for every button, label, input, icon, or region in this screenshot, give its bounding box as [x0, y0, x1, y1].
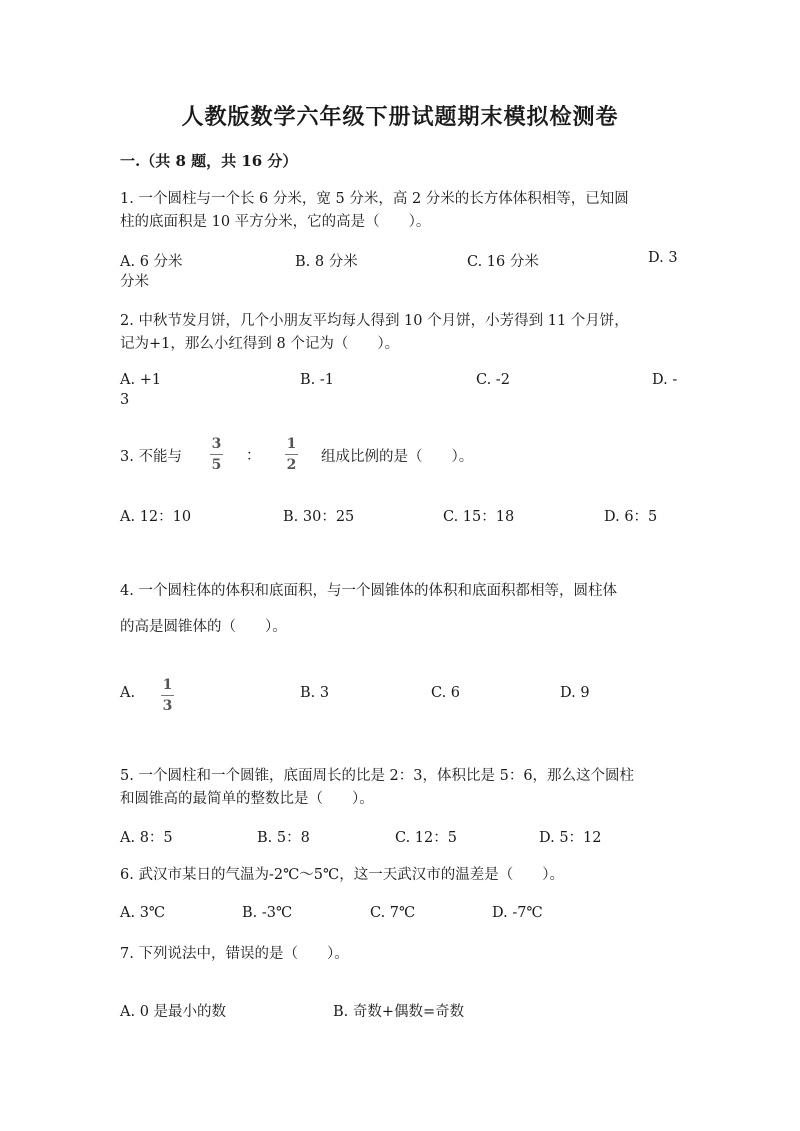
- question-3-option-b: B. 30：25: [283, 509, 355, 525]
- question-2-option-c: C. -2: [476, 372, 510, 388]
- question-4-line-2: 的高是圆锥体的（ ）。: [120, 619, 287, 635]
- page-title: 人教版数学六年级下册试题期末模拟检测卷: [181, 104, 619, 130]
- question-1-option-b: B. 8 分米: [295, 254, 358, 270]
- question-6-option-b: B. -3℃: [242, 905, 293, 921]
- question-5-option-c: C. 12：5: [395, 830, 457, 846]
- question-4-option-b: B. 3: [300, 685, 330, 701]
- question-1-option-a: A. 6 分米: [120, 254, 183, 270]
- question-5-line-1: 5. 一个圆柱和一个圆锥，底面周长的比是 2：3，体积比是 5：6，那么这个圆柱: [120, 768, 635, 784]
- question-2-option-b: B. -1: [300, 372, 334, 388]
- question-1-option-c: C. 16 分米: [467, 254, 539, 270]
- fraction-bar: [285, 454, 298, 455]
- question-5-option-b: B. 5：8: [257, 830, 310, 846]
- question-6-option-c: C. 7℃: [370, 905, 416, 921]
- question-7-option-a: A. 0 是最小的数: [120, 1004, 227, 1020]
- ratio-colon: ：: [246, 448, 261, 464]
- question-4-option-a: A.: [120, 685, 136, 701]
- question-5-line-2: 和圆锥高的最简单的整数比是（ ）。: [120, 791, 374, 807]
- fraction-numerator: 1: [162, 677, 173, 693]
- fraction-1-3: [161, 677, 174, 714]
- question-3-prefix: 3. 不能与: [120, 449, 182, 465]
- question-7-line-1: 7. 下列说法中，错误的是（ ）。: [120, 946, 349, 962]
- fraction-numerator: 1: [286, 436, 297, 452]
- question-1-option-d: D. 3: [648, 250, 678, 266]
- question-5-option-d: D. 5：12: [539, 830, 602, 846]
- question-1-option-d-wrap: 分米: [120, 274, 149, 290]
- question-2-option-d-wrap: 3: [120, 392, 130, 408]
- question-6-option-a: A. 3℃: [120, 905, 166, 921]
- question-1-line-2: 柱的底面积是 10 平方分米，它的高是（ ）。: [120, 214, 431, 230]
- question-5-option-a: A. 8：5: [120, 830, 173, 846]
- question-2-option-a: A. +1: [120, 372, 162, 388]
- question-4-line-1: 4. 一个圆柱体的体积和底面积，与一个圆锥体的体积和底面积都相等，圆柱体: [120, 583, 617, 599]
- fraction-bar: [210, 454, 223, 455]
- fraction-1-2: [285, 436, 298, 473]
- fraction-denominator: 5: [211, 457, 222, 473]
- question-6-option-d: D. -7℃: [492, 905, 543, 921]
- question-2-line-1: 2. 中秋节发月饼，几个小朋友平均每人得到 10 个月饼，小芳得到 11 个月饼，: [120, 313, 629, 329]
- question-7-option-b: B. 奇数+偶数=奇数: [333, 1004, 465, 1020]
- fraction-denominator: 3: [162, 698, 173, 714]
- fraction-denominator: 2: [286, 457, 297, 473]
- question-1-line-1: 1. 一个圆柱与一个长 6 分米，宽 5 分米，高 2 分米的长方体体积相等，已知圆: [120, 191, 629, 207]
- question-2-option-d: D. -: [652, 372, 678, 388]
- question-3-option-c: C. 15：18: [443, 509, 515, 525]
- question-3-option-a: A. 12：10: [120, 509, 192, 525]
- question-4-option-d: D. 9: [560, 685, 590, 701]
- question-3-suffix: 组成比例的是（ ）。: [321, 449, 474, 465]
- fraction-3-5: [210, 436, 223, 473]
- question-3-option-d: D. 6：5: [604, 509, 658, 525]
- question-2-line-2: 记为+1，那么小红得到 8 个记为（ ）。: [120, 336, 400, 352]
- fraction-bar: [161, 695, 174, 696]
- question-4-option-c: C. 6: [431, 685, 461, 701]
- fraction-numerator: 3: [211, 436, 222, 452]
- question-6-line-1: 6. 武汉市某日的气温为-2℃～5℃，这一天武汉市的温差是（ ）。: [120, 867, 564, 883]
- section-heading: 一.（共 8 题，共 16 分）: [120, 152, 298, 170]
